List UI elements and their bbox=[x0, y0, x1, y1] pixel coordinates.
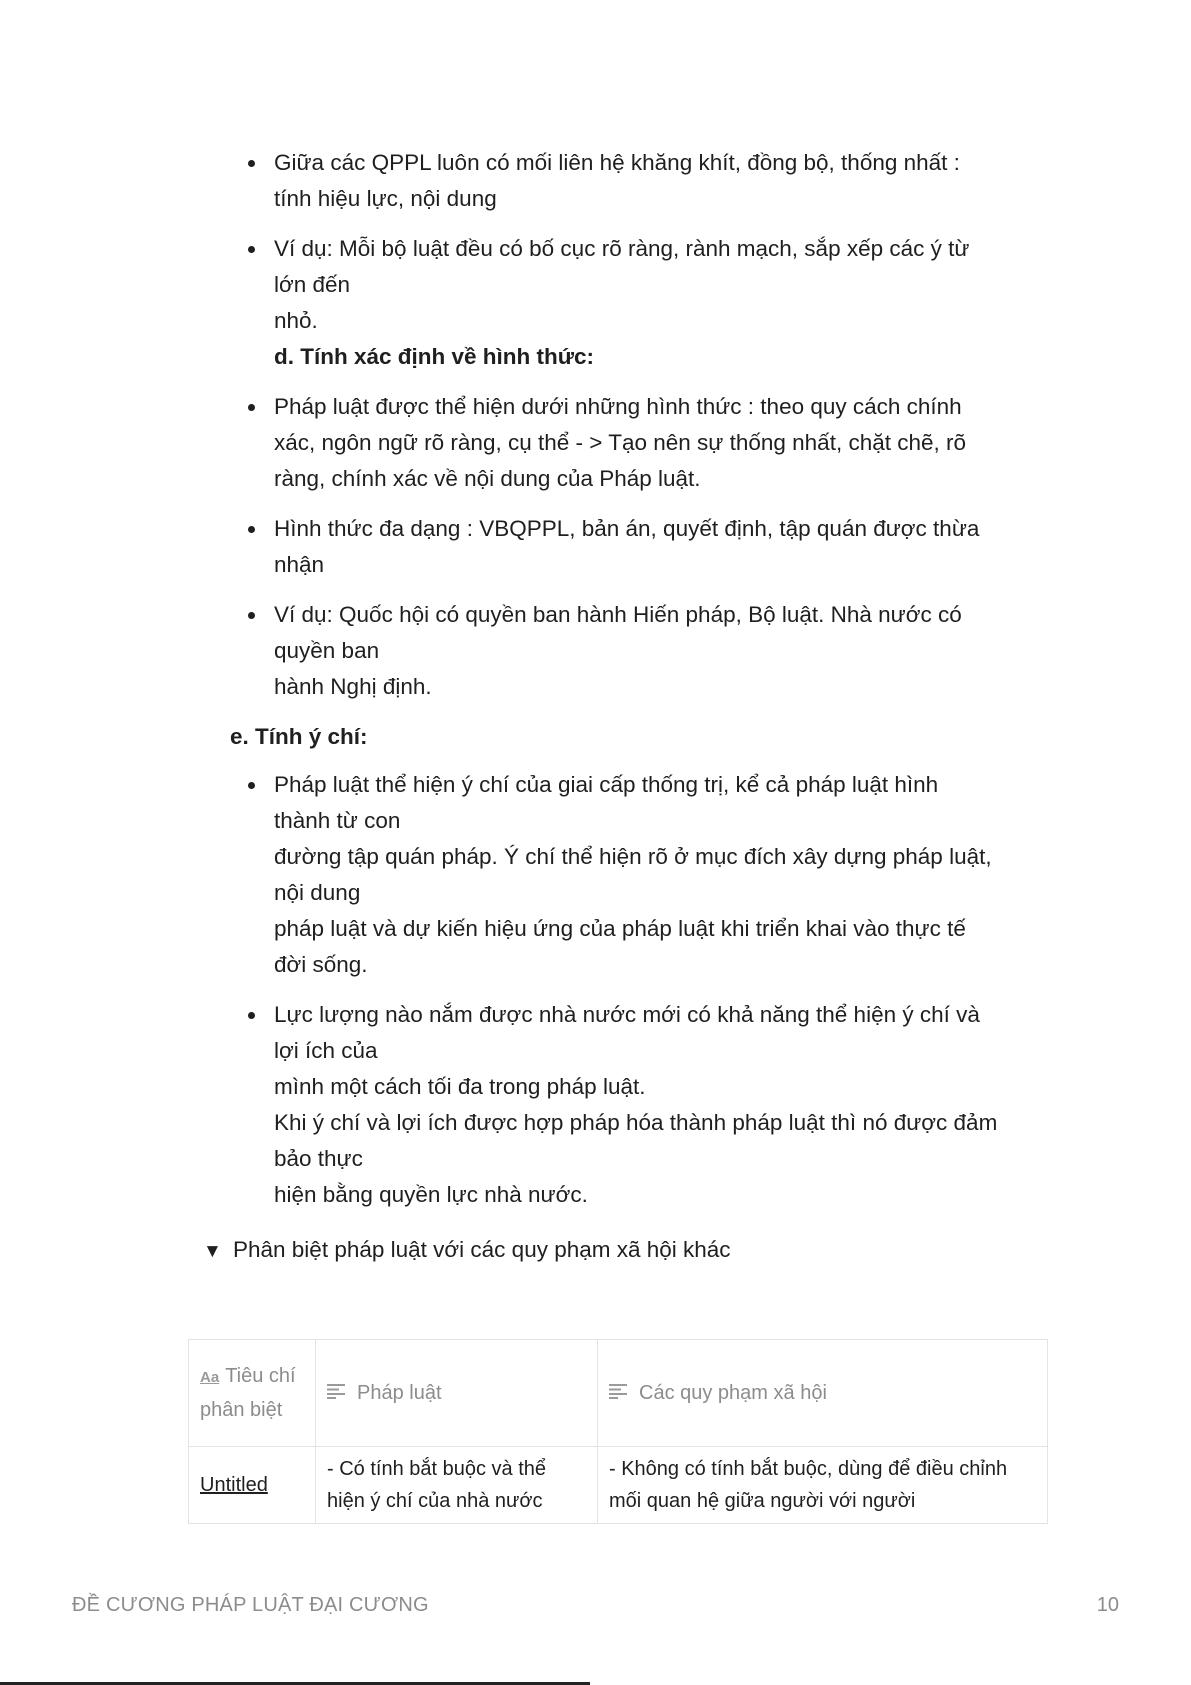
list-item-line: Khi ý chí và lợi ích được hợp pháp hóa thành pháp luật thì nó được đảm bbox=[274, 1110, 998, 1135]
list-item-line: nội dung bbox=[274, 880, 361, 905]
row-title-link[interactable]: Untitled bbox=[200, 1474, 268, 1496]
list-item-line: hành Nghị định. bbox=[274, 674, 432, 699]
text-lines-icon bbox=[327, 1377, 345, 1409]
list-item-line: lớn đến bbox=[274, 272, 351, 297]
list-item-line: tính hiệu lực, nội dung bbox=[274, 186, 497, 211]
toggle-label: Phân biệt pháp luật với các quy phạm xã hội khác bbox=[233, 1237, 731, 1262]
table-header-row bbox=[189, 1340, 1048, 1447]
list-item-line: đời sống. bbox=[274, 952, 368, 977]
page-number: 10 bbox=[1096, 1594, 1119, 1616]
table-header-label: Các quy phạm xã hội bbox=[639, 1381, 827, 1404]
list-item-line: quyền ban bbox=[274, 638, 380, 663]
table-row bbox=[189, 1447, 1048, 1524]
list-item-line: thành từ con bbox=[274, 808, 401, 833]
list-item-line: nhận bbox=[274, 552, 325, 577]
triangle-down-icon[interactable]: ▼ bbox=[203, 1241, 222, 1262]
list-item bbox=[230, 511, 1060, 583]
list-item bbox=[230, 389, 1060, 497]
list-item-line: Pháp luật được thể hiện dưới những hình thức : theo quy cách chính bbox=[274, 394, 962, 419]
main-content bbox=[230, 145, 1060, 1227]
list-item bbox=[230, 231, 1060, 375]
text-lines-icon bbox=[609, 1377, 627, 1409]
toggle-block[interactable] bbox=[203, 1232, 731, 1270]
table-header-phap-luat[interactable] bbox=[316, 1340, 598, 1447]
list-item bbox=[230, 145, 1060, 217]
section-heading-e: e. Tính ý chí: bbox=[230, 724, 368, 749]
footer-title: ĐỀ CƯƠNG PHÁP LUẬT ĐẠI CƯƠNG bbox=[72, 1594, 429, 1616]
list-item-line: nhỏ. bbox=[274, 308, 318, 333]
list-item-line: pháp luật và dự kiến hiệu ứng của pháp luật khi triển khai vào thực tế bbox=[274, 916, 966, 941]
table-header-label: Tiêu chí phân biệt bbox=[200, 1365, 296, 1421]
list-item-line: lợi ích của bbox=[274, 1038, 378, 1063]
list-item bbox=[230, 997, 1060, 1213]
table-cell-phap-luat: - Có tính bắt buộc và thể hiện ý chí của nhà nước bbox=[316, 1447, 598, 1524]
list-item-line: Hình thức đa dạng : VBQPPL, bản án, quyết định, tập quán được thừa bbox=[274, 516, 980, 541]
section-heading-d: d. Tính xác định về hình thức: bbox=[274, 344, 595, 369]
list-item-line: Giữa các QPPL luôn có mối liên hệ khăng khít, đồng bộ, thống nhất : bbox=[274, 150, 960, 175]
list-item bbox=[230, 597, 1060, 705]
table-header-quy-pham[interactable] bbox=[598, 1340, 1048, 1447]
comparison-table bbox=[188, 1339, 1048, 1524]
list-item-line: bảo thực bbox=[274, 1146, 363, 1171]
table-cell-title[interactable] bbox=[189, 1447, 316, 1524]
text-aa-icon: Aa bbox=[200, 1369, 220, 1386]
list-item-line: xác, ngôn ngữ rõ ràng, cụ thể - > Tạo nên sự thống nhất, chặt chẽ, rõ bbox=[274, 430, 967, 455]
list-item-line: Ví dụ: Quốc hội có quyền ban hành Hiến pháp, Bộ luật. Nhà nước có bbox=[274, 602, 962, 627]
list-item-line: Lực lượng nào nắm được nhà nước mới có khả năng thể hiện ý chí và bbox=[274, 1002, 980, 1027]
list-item-line: mình một cách tối đa trong pháp luật. bbox=[274, 1074, 646, 1099]
table-cell-quy-pham: - Không có tính bắt buộc, dùng để điều chỉnh mối quan hệ giữa người với người bbox=[598, 1447, 1048, 1524]
list-item-line: hiện bằng quyền lực nhà nước. bbox=[274, 1182, 588, 1207]
list-item-line: Ví dụ: Mỗi bộ luật đều có bố cục rõ ràng, rành mạch, sắp xếp các ý từ bbox=[274, 236, 970, 261]
list-item bbox=[230, 767, 1060, 983]
list-item-line: Pháp luật thể hiện ý chí của giai cấp thống trị, kể cả pháp luật hình bbox=[274, 772, 939, 797]
list-item-line: ràng, chính xác về nội dung của Pháp luật. bbox=[274, 466, 701, 491]
table-header-label: Pháp luật bbox=[357, 1381, 442, 1404]
list-item-line: đường tập quán pháp. Ý chí thể hiện rõ ở mục đích xây dựng pháp luật, bbox=[274, 844, 992, 869]
table-header-criteria[interactable] bbox=[189, 1340, 316, 1447]
